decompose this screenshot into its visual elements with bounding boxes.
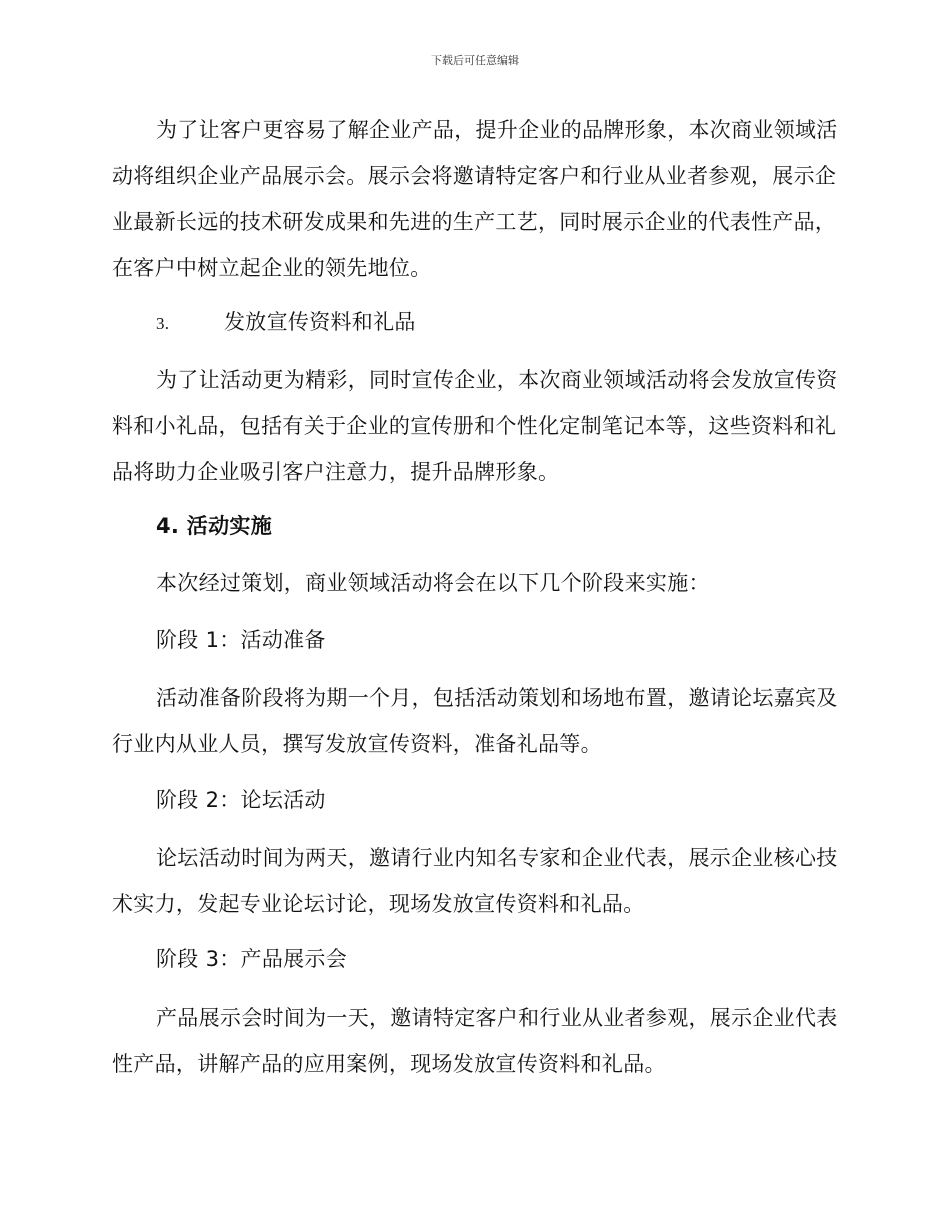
stage-2-paragraph: 论坛活动时间为两天，邀请行业内知名专家和企业代表，展示企业核心技术实力，发起专业论坛讨论，现场发放宣传资料和礼品。 [112, 846, 838, 916]
page-header: 下载后可任意编辑 [431, 54, 519, 67]
paragraph-product-show: 为了让客户更容易了解企业产品，提升企业的品牌形象，本次商业领域活动将组织企业产品展示会。展示会将邀请特定客户和行业从业者参观，展示企业最新长远的技术研发成果和先进的生产工艺，同时展示企业的代表性产品，在客户中树立起企业的领先地位。 [112, 118, 838, 280]
list-item-3 [156, 307, 416, 339]
section-4-intro: 本次经过策划，商业领域活动将会在以下几个阶段来实施： [156, 571, 710, 595]
stage-3-heading: 阶段 3：产品展示会 [156, 947, 348, 971]
stage-1-heading: 阶段 1：活动准备 [156, 628, 326, 652]
paragraph-materials: 为了让活动更为精彩，同时宣传企业，本次商业领域活动将会发放宣传资料和小礼品，包括有关于企业的宣传册和个性化定制笔记本等，这些资料和礼品将助力企业吸引客户注意力，提升品牌形象。 [112, 368, 838, 484]
stage-3-paragraph: 产品展示会时间为一天，邀请特定客户和行业从业者参观，展示企业代表性产品，讲解产品的应用案例，现场发放宣传资料和礼品。 [112, 1006, 838, 1076]
stage-1-paragraph: 活动准备阶段将为期一个月，包括活动策划和场地布置，邀请论坛嘉宾及行业内从业人员，撰写发放宣传资料，准备礼品等。 [112, 686, 838, 756]
list-item-title: 发放宣传资料和礼品 [224, 310, 416, 334]
list-item-number: 3. [156, 314, 170, 333]
stage-2-heading: 阶段 2：论坛活动 [156, 788, 326, 812]
section-heading-4: 4. 活动实施 [156, 514, 272, 538]
